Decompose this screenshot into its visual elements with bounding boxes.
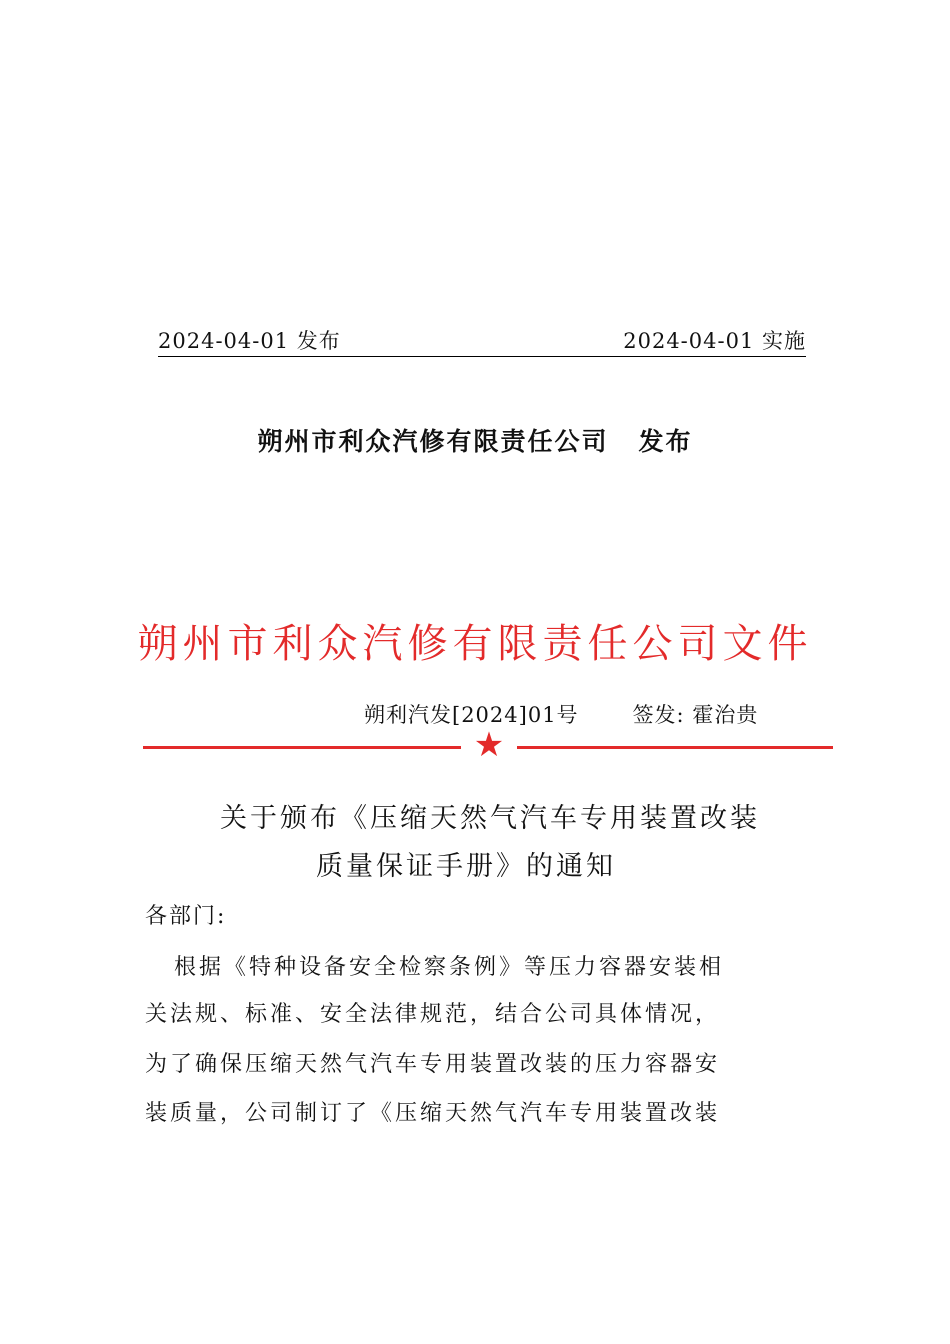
signer: 签发: 霍治贵 <box>632 703 759 727</box>
issue-date: 2024-04-01 发布 <box>158 329 341 353</box>
publisher-suffix: 发布 <box>638 427 693 456</box>
red-divider-left <box>143 746 461 749</box>
addressee: 各部门: <box>145 904 227 929</box>
star-icon: ★ <box>473 725 505 765</box>
dates-row <box>158 326 806 357</box>
notice-title-line-1: 关于颁布《压缩天然气汽车专用装置改装 <box>220 803 760 834</box>
red-divider-right <box>517 746 833 749</box>
body-line: 关法规、标准、安全法律规范，结合公司具体情况， <box>145 1002 721 1027</box>
document-number: 朔利汽发[2024]01号 <box>364 703 579 727</box>
notice-title-line-2: 质量保证手册》的通知 <box>316 851 616 882</box>
document-red-title: 朔州市利众汽修有限责任公司文件 <box>137 621 813 667</box>
document-number-row <box>364 699 758 729</box>
publisher-line <box>0 422 950 458</box>
publisher-name: 朔州市利众汽修有限责任公司 <box>257 427 609 456</box>
body-line: 根据《特种设备安全检察条例》等压力容器安装相 <box>174 955 725 980</box>
body-line: 装质量，公司制订了《压缩天然气汽车专用装置改装 <box>145 1101 721 1126</box>
effective-date: 2024-04-01 实施 <box>623 329 806 353</box>
body-line: 为了确保压缩天然气汽车专用装置改装的压力容器安 <box>145 1052 721 1077</box>
